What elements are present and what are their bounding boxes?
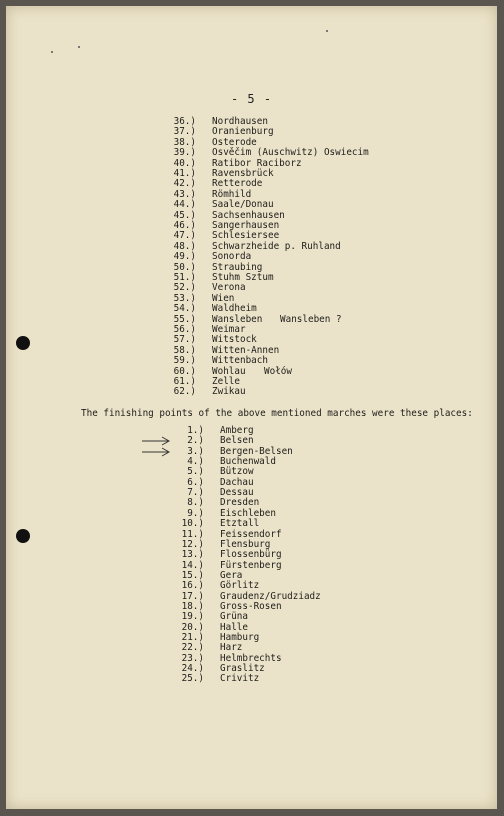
handwritten-note: Wansleben ? [280, 313, 342, 325]
punch-hole-icon [16, 336, 30, 350]
list-item-number: 61.) [173, 376, 196, 387]
list-item-name: Ratibor Raciborz [212, 157, 302, 169]
list-item-name: Feissendorf [220, 528, 282, 540]
list-item-number: 10.) [181, 518, 204, 530]
list-item-number: 15.) [181, 569, 204, 581]
list-item-number: 41.) [173, 168, 196, 179]
list-item-number: 21.) [181, 632, 204, 643]
list-item-number: 20.) [181, 621, 204, 633]
punch-hole-icon [16, 529, 30, 543]
document-page [6, 6, 497, 809]
list-item-name: Sachsenhausen [212, 209, 285, 221]
list-item-name: Flensburg [220, 538, 271, 550]
list-item-name: Osvěčim (Auschwitz) Oswiecim [212, 147, 369, 159]
section-sentence: The finishing points of the above mentioned marches were these places: [81, 408, 473, 419]
list-item-name: Wien [212, 292, 235, 304]
list-item-number: 56.) [173, 324, 196, 335]
list-item-name: Verona [212, 282, 246, 294]
list-item-number: 12.) [181, 538, 204, 550]
list-item-name: Hamburg [220, 632, 260, 643]
handwritten-note: Wołów [264, 365, 292, 377]
list-item-number: 14.) [181, 559, 204, 571]
list-item-name: Dachau [220, 476, 254, 488]
list-item-number: 9.) [187, 507, 204, 519]
page-number: - 5 - [230, 92, 273, 106]
list-item-number: 49.) [173, 251, 196, 263]
list-item-name: Harz [220, 642, 243, 654]
list-item-number: 59.) [173, 355, 196, 367]
list-item-name: Oranienburg [212, 126, 274, 138]
list-item-number: 57.) [173, 334, 196, 346]
list-item-name: Gross-Rosen [220, 600, 282, 612]
list-item-name: Straubing [212, 261, 263, 273]
list-item-name: Römhild [212, 188, 252, 200]
list-item-name: Retterode [212, 178, 263, 190]
list-item-name: Flossenbürg [220, 549, 282, 561]
ink-speck [51, 51, 53, 53]
list-item-number: 22.) [181, 642, 204, 654]
list-item-name: Zwikau [212, 386, 246, 398]
list-item-number: 6.) [187, 476, 204, 488]
list-item-name: Bützow [220, 466, 254, 478]
list-item-number: 55.) [173, 313, 196, 325]
ink-speck [326, 30, 328, 32]
list-item-name: Amberg [220, 425, 254, 436]
list-item-number: 11.) [181, 528, 204, 540]
list-item-name: Witten-Annen [212, 344, 280, 356]
list-item-name: Wohlau [212, 365, 246, 377]
list-item-number: 43.) [173, 188, 196, 200]
list-item-name: Nordhausen [212, 116, 268, 127]
list-item-name: Schlesiersee [212, 230, 280, 242]
list-item-name: Gera [220, 569, 243, 581]
ink-speck [78, 46, 80, 48]
list-item-number: 24.) [181, 663, 204, 675]
list-item-number: 40.) [173, 157, 196, 169]
list-item-number: 2.) [187, 435, 204, 447]
list-item-number: 4.) [187, 456, 204, 468]
list-item-name: Dresden [220, 497, 260, 509]
list-item-name: Saale/Donau [212, 199, 274, 211]
list-item-number: 25.) [181, 673, 204, 685]
list-item-number: 51.) [173, 272, 196, 283]
list-item-number: 16.) [181, 580, 204, 592]
list-item-name: Ravensbrück [212, 168, 274, 179]
list-item-number: 52.) [173, 282, 196, 294]
list-item-name: Görlitz [220, 580, 260, 592]
list-item-name: Schwarzheide p. Ruhland [212, 240, 341, 252]
list-item-number: 19.) [181, 611, 204, 623]
list-item-name: Halle [220, 621, 248, 633]
list-item-name: Fürstenberg [220, 559, 282, 571]
list-item-number: 37.) [173, 126, 196, 138]
list-item-number: 60.) [173, 365, 196, 377]
list-item-name: Sonorda [212, 251, 252, 263]
arrow-right-icon [141, 436, 171, 446]
list-item-name: Eischleben [220, 507, 276, 519]
list-item-number: 3.) [187, 445, 204, 457]
list-item-number: 62.) [173, 386, 196, 398]
list-item-number: 23.) [181, 652, 204, 664]
list-item-number: 8.) [187, 497, 204, 509]
list-item-name: Helmbrechts [220, 652, 282, 664]
list-item-number: 48.) [173, 240, 196, 252]
arrow-right-icon [141, 447, 171, 457]
list-item-name: Graslitz [220, 663, 265, 675]
list-item-number: 38.) [173, 136, 196, 148]
list-item-number: 39.) [173, 147, 196, 159]
list-item-name: Belsen [220, 435, 254, 447]
list-item-name: Graudenz/Grudziadz [220, 590, 321, 602]
list-item-name: Osterode [212, 136, 257, 148]
list-item-name: Weimar [212, 324, 246, 335]
list-item-number: 44.) [173, 199, 196, 211]
list-item-name: Crivitz [220, 673, 260, 685]
list-item-name: Buchenwald [220, 456, 276, 468]
list-item-name: Grüna [220, 611, 248, 623]
list-item-name: Wittenbach [212, 355, 268, 367]
list-item-number: 42.) [173, 178, 196, 190]
list-item-number: 5.) [187, 466, 204, 478]
list-item-name: Bergen-Belsen [220, 445, 293, 457]
list-item-number: 53.) [173, 292, 196, 304]
list-item-name: Zelle [212, 376, 240, 387]
list-item-name: Witstock [212, 334, 257, 346]
list-item-number: 18.) [181, 600, 204, 612]
list-item-number: 1.) [187, 425, 204, 436]
list-item-number: 58.) [173, 344, 196, 356]
list-item-number: 17.) [181, 590, 204, 602]
list-item-number: 7.) [187, 487, 204, 499]
list-item-number: 54.) [173, 303, 196, 315]
list-item-name: Waldheim [212, 303, 257, 315]
list-item-number: 45.) [173, 209, 196, 221]
list-item-number: 47.) [173, 230, 196, 242]
list-item-number: 50.) [173, 261, 196, 273]
list-item-number: 46.) [173, 220, 196, 231]
list-item-name: Sangerhausen [212, 220, 280, 231]
list-item-number: 13.) [181, 549, 204, 561]
list-item-name: Wansleben [212, 313, 263, 325]
list-item-name: Dessau [220, 487, 254, 499]
list-item-name: Etztall [220, 518, 260, 530]
list-item-number: 36.) [173, 116, 196, 127]
list-item-name: Stuhm Sztum [212, 272, 274, 283]
